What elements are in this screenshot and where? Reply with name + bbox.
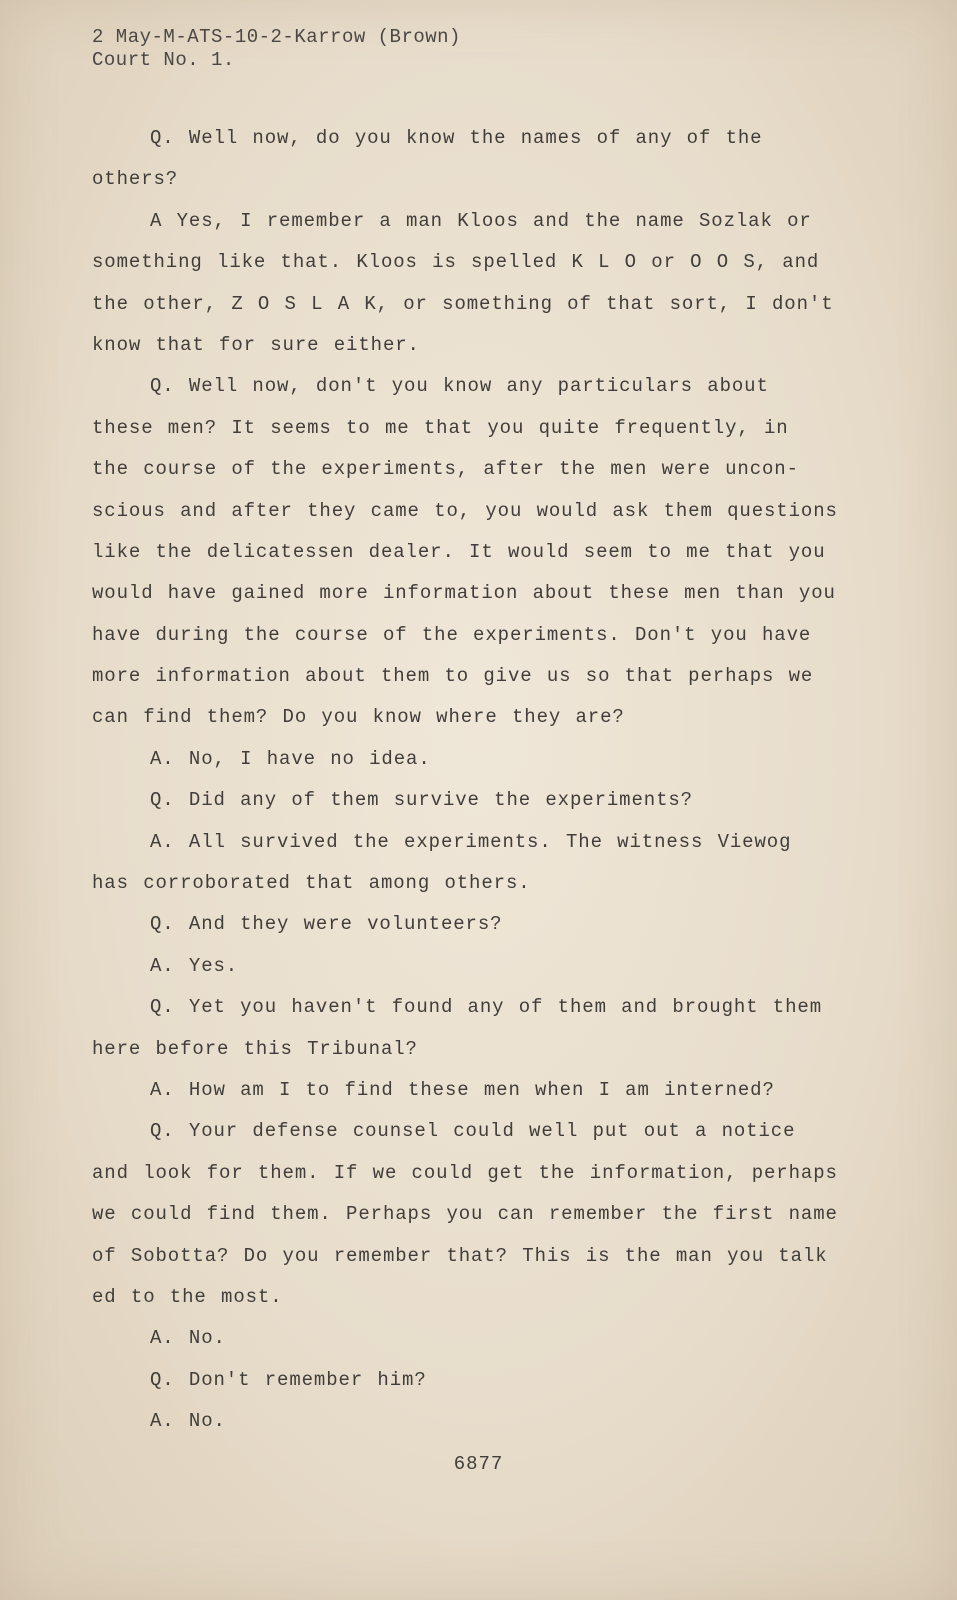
transcript-line: Q. Well now, do you know the names of any of the <box>150 127 763 149</box>
transcript-line: A. Yes. <box>150 954 239 977</box>
transcript-line: can find them? Do you know where they are? <box>92 706 625 729</box>
document-header <box>92 26 461 72</box>
transcript-line: A Yes, I remember a man Kloos and the name Sozlak or <box>150 209 812 232</box>
transcript-line: Q. And they were volunteers? <box>150 913 503 936</box>
transcript-line: like the delicatessen dealer. It would seem to me that you <box>92 540 826 563</box>
transcript-line: has corroborated that among others. <box>92 872 531 895</box>
transcript-line: A. No, I have no idea. <box>150 747 431 770</box>
transcript-line: the course of the experiments, after the men were uncon- <box>92 458 799 481</box>
header-case-line: 2 May-M-ATS-10-2-Karrow (Brown) <box>92 26 461 48</box>
transcript-line: Q. Well now, don't you know any particulars about <box>150 375 769 398</box>
transcript-body <box>92 118 838 1443</box>
transcript-line: know that for sure either. <box>92 333 420 356</box>
transcript-line: here before this Tribunal? <box>92 1037 418 1060</box>
transcript-line: Q. Yet you haven't found any of them and brought them <box>150 996 822 1019</box>
page-number: 6877 <box>453 1453 504 1475</box>
transcript-line: A. All survived the experiments. The witness Viewog <box>150 830 792 853</box>
transcript-line: have during the course of the experiments. Don't you have <box>92 623 812 646</box>
transcript-line: of Sobotta? Do you remember that? This is the man you talk <box>92 1244 828 1267</box>
transcript-line: these men? It seems to me that you quite frequently, in <box>92 416 789 439</box>
transcript-line: more information about them to give us so that perhaps we <box>92 665 814 688</box>
header-court-line: Court No. 1. <box>92 49 235 71</box>
transcript-line: Q. Your defense counsel could well put out a notice <box>150 1120 796 1143</box>
transcript-line: others? <box>92 168 179 191</box>
transcript-line: scious and after they came to, you would ask them questions <box>92 499 838 522</box>
transcript-line: Q. Did any of them survive the experiments? <box>150 789 693 812</box>
transcript-line: something like that. Kloos is spelled K L O or O O S, and <box>92 251 820 274</box>
transcript-line: the other, Z O S L A K, or something of that sort, I don't <box>92 292 834 315</box>
transcript-line: A. No. <box>150 1327 226 1350</box>
transcript-line: would have gained more information about these men than you <box>92 582 836 605</box>
transcript-line: we could find them. Perhaps you can remember the first name <box>92 1203 838 1226</box>
transcript-line: A. No. <box>150 1410 226 1433</box>
transcript-line: A. How am I to find these men when I am interned? <box>150 1078 775 1101</box>
transcript-line: ed to the most. <box>92 1285 283 1308</box>
transcript-line: Q. Don't remember him? <box>150 1368 427 1391</box>
transcript-line: and look for them. If we could get the information, perhaps <box>92 1161 838 1184</box>
